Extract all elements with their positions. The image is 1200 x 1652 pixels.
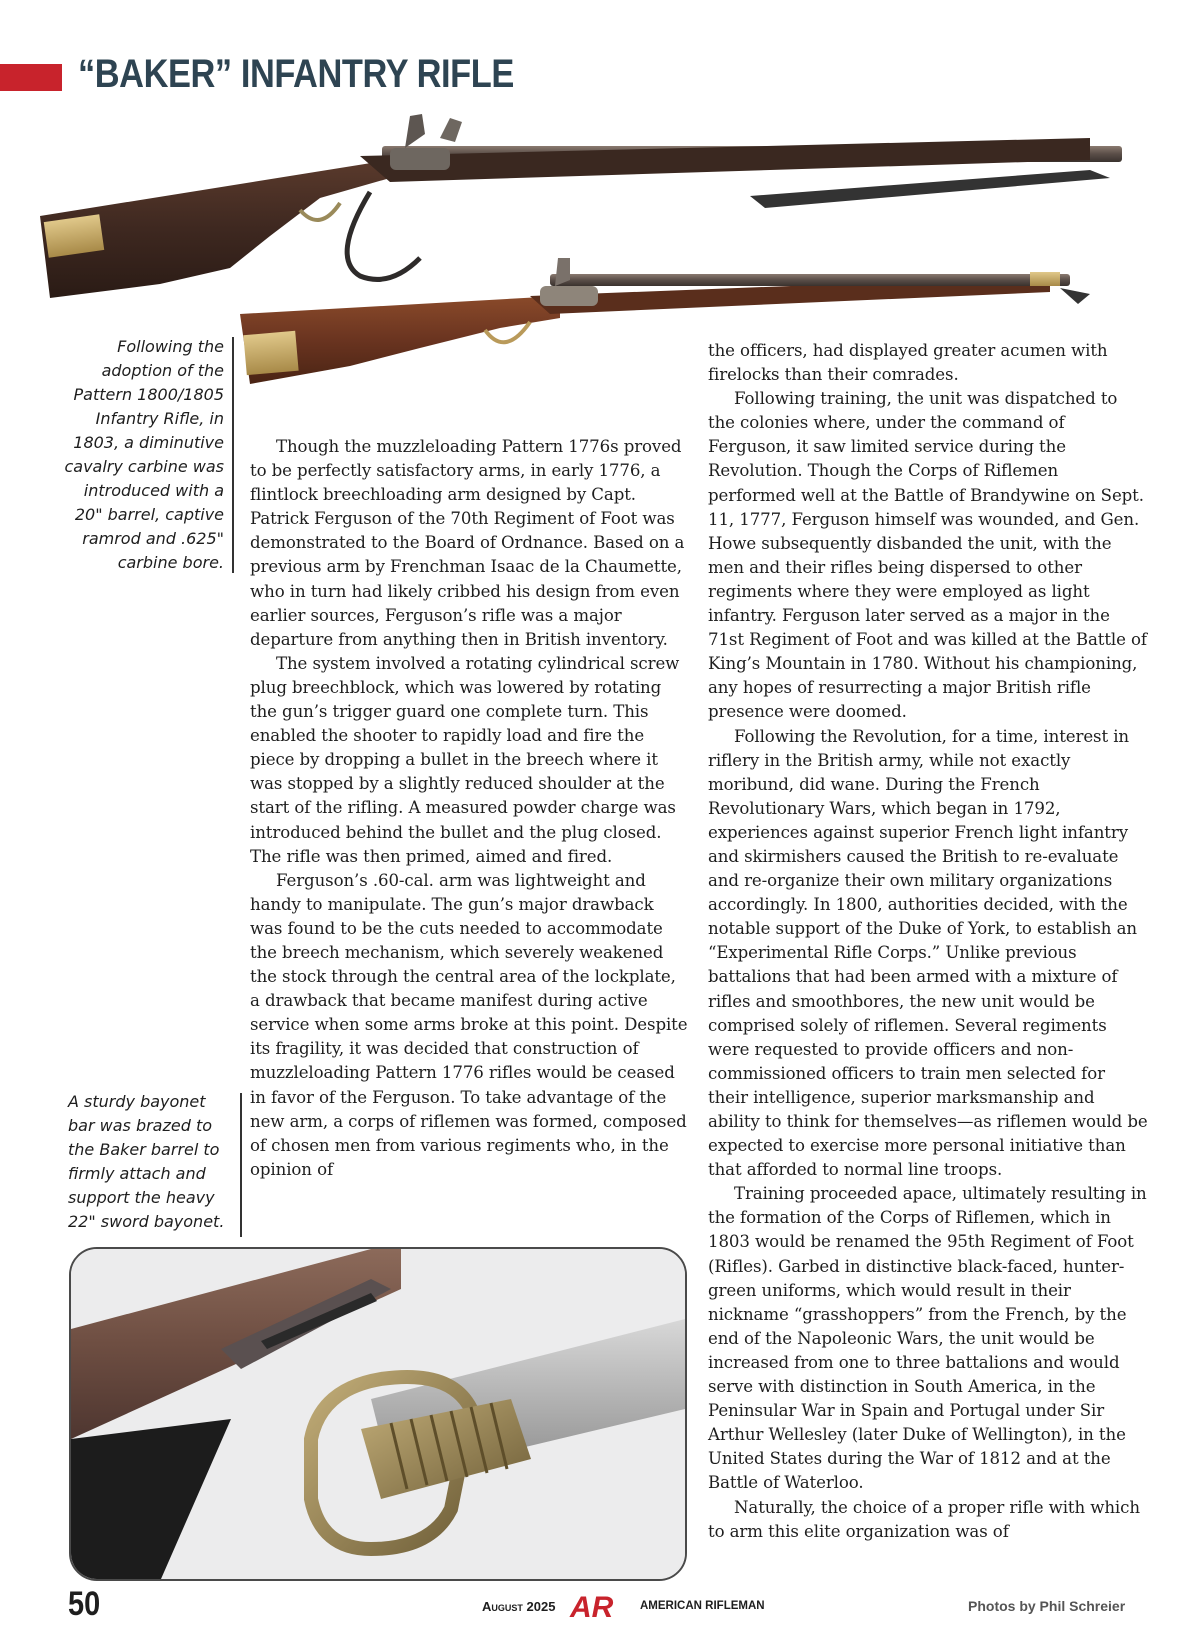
- caption-bayonet: A sturdy bayonet bar was brazed to the Baker barrel to firmly attach and support the heavy 22" sword bayonet.: [68, 1092, 225, 1231]
- upper-rifle: [40, 114, 1122, 298]
- paragraph: Ferguson’s .60-cal. arm was lightweight and handy to manipulate. The gun’s major drawback was found to be the cuts needed to accommodate the breech mechanism, which severely weakened the stock through the central area of the lockplate, a drawback that became manifest during active service when some arms broke at this point. Despite its fragility, it was decided that construction of muzzleloading Pattern 1776 rifles would be ceased in favor of the Ferguson. To take advantage of the new arm, a corps of riflemen was formed, composed of chosen men from various regiments who, in the opinion of: [250, 870, 688, 1179]
- photo-credit: Photos by Phil Schreier: [968, 1598, 1126, 1614]
- caption-rule-top: [232, 337, 234, 573]
- page-footer: [0, 1585, 1200, 1625]
- paragraph: Following training, the unit was dispatched to the colonies where, under the command of Ferguson, it saw limited service during the Revolution. Though the Corps of Riflemen performed well at the Battle of Brandywine on Sept. 11, 1777, Ferguson himself was wounded, and Gen. Howe subsequently disbanded the unit, with the men and their rifles being dispersed to other regiments where they were employed as light infantry. Ferguson later served as a major in the 71st Regiment of Foot and was killed at the Battle of King’s Mountain in 1780. Without his championing, any hopes of resurrecting a major British rifle presence were doomed.: [708, 389, 1147, 722]
- bayonet-illustration: [71, 1249, 685, 1579]
- american-rifleman-logo: [568, 1589, 632, 1621]
- article-column-2: [708, 339, 1148, 1544]
- paragraph-continued: the officers, had displayed greater acumen with firelocks than their comrades.: [708, 341, 1108, 385]
- section-accent-bar: [0, 64, 62, 91]
- article-column-1: [250, 435, 690, 1182]
- paragraph: Though the muzzleloading Pattern 1776s proved to be perfectly satisfactory arms, in early 1776, a flintlock breechloading arm designed by Capt. Patrick Ferguson of the 70th Regiment of Foot was demonstrated to the Board of Ordnance. Based on a previous arm by Frenchman Isaac de la Chaumette, who in turn had likely cribbed his design from even earlier sources, Ferguson’s rifle was a major departure from anything then in British inventory.: [250, 437, 685, 649]
- caption-rule-bottom: [240, 1093, 242, 1237]
- page-number: 50: [68, 1585, 101, 1623]
- page-title: “BAKER” INFANTRY RIFLE: [78, 52, 514, 96]
- paragraph: Naturally, the choice of a proper rifle with which to arm this elite organization was of: [708, 1497, 1140, 1541]
- bayonet-photo: [69, 1247, 687, 1581]
- svg-text:AR: AR: [570, 1591, 614, 1621]
- paragraph: Training proceeded apace, ultimately resulting in the formation of the Corps of Riflemen, which in 1803 would be renamed the 95th Regiment of Foot (Rifles). Garbed in distinctive black-faced, hunter-green uniforms, which would result in their nickname “grasshoppers” from the French, by the end of the Napoleonic Wars, the unit would be increased from one to three battalions and would serve with distinction in South America, in the Peninsular War in Spain and Portugal under Sir Arthur Wellesley (later Duke of Wellington), in the United States during the War of 1812 and at the Battle of Waterloo.: [708, 1184, 1147, 1493]
- paragraph: Following the Revolution, for a time, interest in riflery in the British army, while not exactly moribund, did wane. During the French Revolutionary Wars, which began in 1792, experiences against superior French light infantry and skirmishers caused the British to re-evaluate and re-organize their own military organizations accordingly. In 1800, authorities decided, with the notable support of the Duke of York, to establish an “Experimental Rifle Corps.” Unlike previous battalions that had been armed with a mixture of rifles and smoothbores, the new unit would be comprised solely of riflemen. Several regiments were requested to provide officers and non-commissioned officers to train men selected for their intelligence, superior marksmanship and ability to think for themselves—as riflemen would be expected to exercise more personal initiative than that afforded to normal line troops.: [708, 726, 1148, 1180]
- magazine-name: AMERICAN RIFLEMAN: [640, 1600, 765, 1612]
- paragraph: The system involved a rotating cylindrical screw plug breechblock, which was lowered by rotating the gun’s trigger guard one complete turn. This enabled the shooter to rapidly load and fire the piece by dropping a bullet in the breech where it was stopped by a slightly reduced shoulder at the start of the rifling. A measured powder charge was introduced behind the bullet and the plug closed. The rifle was then primed, aimed and fired.: [250, 653, 680, 866]
- caption-carbine: Following the adoption of the Pattern 1800/1805 Infantry Rifle, in 1803, a diminutive cavalry carbine was introduced with a 20" barrel, captive ramrod and .625" carbine bore.: [64, 337, 224, 572]
- issue-date: August 2025: [482, 1599, 556, 1614]
